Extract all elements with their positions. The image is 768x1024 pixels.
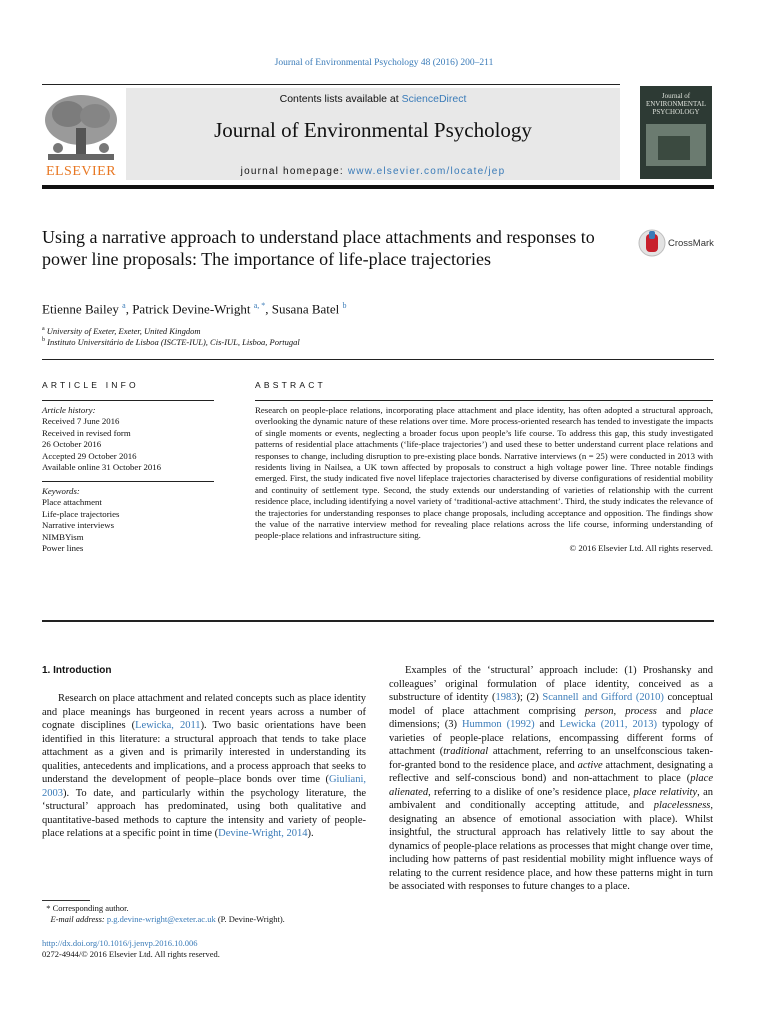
emphasis-text: placelessness bbox=[653, 800, 711, 811]
author-affil-marker[interactable]: a bbox=[122, 301, 126, 310]
paragraph-text: conceptual model of place attachment comprising bbox=[389, 692, 713, 717]
intro-paragraph-1 bbox=[42, 692, 366, 841]
header-rule bbox=[42, 185, 714, 189]
emphasis-text: active bbox=[577, 759, 603, 771]
cover-photo-detail bbox=[658, 136, 690, 160]
affiliation-a bbox=[42, 326, 200, 336]
doi-block bbox=[42, 938, 220, 959]
email-suffix: (P. Devine-Wright). bbox=[215, 913, 285, 924]
emphasis-text: person, process bbox=[584, 705, 657, 717]
affiliation-marker: b bbox=[42, 337, 45, 344]
article-history bbox=[42, 405, 214, 473]
paragraph-text: ). To date, and particularly within the psychology literature, the ‘structural’ approach has predominated, using both qualitative and quantitative-based methods to capture the intensity and variety of people-place relations at a specific point in time ( bbox=[42, 787, 366, 839]
top-rule bbox=[42, 84, 620, 85]
footnote-rule bbox=[42, 900, 90, 901]
emphasis-text: traditional bbox=[443, 746, 489, 757]
journal-title: Journal of Environmental Psychology bbox=[214, 118, 532, 142]
contents-line bbox=[126, 93, 620, 105]
email-link[interactable]: p.g.devine-wright@exeter.ac.uk bbox=[106, 913, 216, 924]
paragraph-text: Research on place attachment and related concepts such as place identity and place meanings has burgeoned in recent years across a number of cognate disciplines ( bbox=[42, 693, 366, 731]
paragraph-text: and bbox=[534, 719, 560, 730]
crossmark-icon bbox=[638, 229, 666, 257]
paragraph-text: typology of varieties of people-place relations, encompassing different forms of attachment ( bbox=[389, 719, 713, 757]
journal-homepage bbox=[126, 166, 620, 177]
author-name[interactable]: Susana Batel bbox=[271, 301, 340, 317]
corresponding-label: Corresponding author. bbox=[52, 903, 129, 913]
paragraph-text: , referring to a dislike of one’s residence place, bbox=[428, 786, 634, 798]
history-item: Available online 31 October 2016 bbox=[42, 462, 162, 473]
issn-line: 0272-4944/© 2016 Elsevier Ltd. All rights reserved. bbox=[42, 948, 220, 959]
paragraph-text: ). bbox=[307, 828, 314, 839]
author-affil-marker[interactable]: b bbox=[342, 301, 347, 310]
citation-link[interactable]: Lewicka, 2011 bbox=[135, 720, 201, 731]
keyword: NIMBYism bbox=[42, 531, 84, 542]
paragraph-text: and bbox=[656, 705, 691, 717]
emphasis-text: place relativity bbox=[633, 786, 698, 798]
citation-link[interactable]: 1983 bbox=[495, 692, 517, 703]
paragraph-text: attachment, referring to an unselfconscious taken-for-granted bond to the residence place, and bbox=[389, 746, 713, 771]
journal-cover-thumbnail bbox=[640, 86, 712, 179]
citation-link[interactable]: Lewicka (2011, 2013) bbox=[559, 719, 657, 730]
keywords-label: Keywords: bbox=[42, 486, 80, 496]
history-item: Accepted 29 October 2016 bbox=[42, 450, 137, 461]
keyword: Power lines bbox=[42, 543, 84, 554]
elsevier-wordmark: ELSEVIER bbox=[45, 164, 117, 179]
history-label: Article history: bbox=[42, 405, 96, 415]
affiliation-text: University of Exeter, Exeter, United Kingdom bbox=[46, 326, 201, 336]
article-info-heading: ARTICLE INFO bbox=[42, 380, 139, 390]
keyword: Place attachment bbox=[42, 497, 102, 508]
crossmark-label[interactable]: CrossMark bbox=[668, 238, 714, 249]
corresponding-author-footnote bbox=[42, 903, 372, 924]
doi-link[interactable]: http://dx.doi.org/10.1016/j.jenvp.2016.10.006 bbox=[42, 938, 198, 948]
citation-link[interactable]: Giuliani, 2003 bbox=[42, 774, 366, 799]
author-name[interactable]: Patrick Devine-Wright bbox=[132, 301, 251, 317]
paragraph-text: , designating an absence of emotional association with place). Whilst insightful, the structural approach has relatively little to say about the dynamics of people-place relations as processes that might change over time, including how patterns of past residential mobility might influence ways of relating to the current residence place, and how these patterns might in turn be associated with responses to future changes to a place. bbox=[389, 800, 713, 892]
crossmark-badge[interactable] bbox=[638, 229, 666, 262]
emphasis-text: place alienated bbox=[389, 773, 713, 798]
article-title: Using a narrative approach to understand place attachments and responses to power line proposals: The importance of life-place trajectories bbox=[42, 227, 595, 269]
homepage-prefix: journal homepage: bbox=[240, 166, 348, 177]
article-info-rule bbox=[42, 400, 214, 401]
abstract-text: Research on people-place relations, incorporating place attachment and place identity, has often adopted a structural approach, overlooking the dynamic nature of these relations over time. More process-oriented research has tended to investigate the impacts of single moments or events, neglecting a broader focus upon people’s life course. To address this gap, this study investigated patterns of residential place attachments (‘life-place trajectories’) and used these to better understand current place relations and responses to change, including disruption to pre-existing place bonds. Narrative interviews (n = 25) were conducted in 2013 with residents living in Nailsea, a UK town affected by proposals to construct a high voltage power line. Three notable findings emerged. First, the study indicated five novel lifeplace trajectories characterised by diverse configurations of residential mobility and continuity of settlement type. Second, the study extends our understanding of varieties of relationship with the current residence place, including identifying a novel variety of ‘traditional-active attachment’. Third, the study indicates the relevance of the trajectories for understanding responses to place change proposals, including acceptance and opposition. The findings show the value of the narrative interview method for revealing place relations across the life course, informing understanding of people-place relations and infrastructure siting. bbox=[255, 405, 713, 541]
history-item: Received in revised form bbox=[42, 427, 131, 438]
affiliation-b bbox=[42, 337, 300, 347]
citation-link[interactable]: Devine-Wright, 2014 bbox=[218, 828, 308, 839]
citation-link[interactable]: Scannell and Gifford (2010) bbox=[542, 692, 664, 703]
keywords-rule bbox=[42, 481, 214, 482]
footnote-star: * bbox=[46, 903, 51, 913]
front-matter-rule bbox=[42, 620, 714, 622]
affiliation-marker: a bbox=[42, 326, 45, 333]
abstract-copyright: © 2016 Elsevier Ltd. All rights reserved. bbox=[569, 542, 713, 553]
paragraph-text: Examples of the ‘structural’ approach include: (1) Proshansky and colleagues’ original formulation of place identity, conceived as a substructure of identity ( bbox=[389, 665, 713, 703]
affiliation-text: Instituto Universitário de Lisboa (ISCTE-IUL), Cis-IUL, Lisboa, Portugal bbox=[47, 337, 300, 347]
email-label: E-mail address: bbox=[50, 913, 107, 924]
intro-paragraph-2 bbox=[389, 664, 713, 894]
paragraph-text: ). Two basic orientations have been identified in this literature: a structural approach that tends to take place attachment as a given and is primarily interested in understanding its qualities, antecedents and implications, and a process approach that seeks to understand the development of people–place bonds over time ( bbox=[42, 720, 366, 785]
contents-prefix: Contents lists available at bbox=[279, 93, 402, 105]
abstract-rule bbox=[255, 400, 713, 401]
citation-link[interactable]: Hummon (1992) bbox=[461, 719, 535, 730]
paragraph-text: , an ambivalent and conditionally accepting attitude, and bbox=[389, 786, 713, 811]
author-list: Etienne Bailey $^a$, Patrick Devine-Wright $^{a, *}$, Susana Batel $^b$ bbox=[42, 301, 347, 317]
journal-citation[interactable]: Journal of Environmental Psychology 48 (2016) 200–211 bbox=[274, 58, 494, 68]
author-name[interactable]: Etienne Bailey bbox=[42, 301, 119, 317]
affiliation-rule bbox=[42, 359, 714, 360]
emphasis-text: place bbox=[690, 705, 713, 717]
abstract-heading: ABSTRACT bbox=[255, 380, 326, 390]
keywords-block bbox=[42, 486, 214, 554]
homepage-link[interactable]: www.elsevier.com/locate/jep bbox=[347, 166, 506, 177]
elsevier-tree-icon bbox=[40, 92, 122, 164]
history-item: 26 October 2016 bbox=[42, 439, 102, 450]
author-affil-marker[interactable]: a, * bbox=[253, 301, 266, 310]
section-heading-introduction: 1. Introduction bbox=[42, 665, 112, 676]
keyword: Narrative interviews bbox=[42, 520, 115, 531]
keyword: Life-place trajectories bbox=[42, 508, 120, 519]
paragraph-text: attachment, designating a reflective and self-conscious bond) and non-attachment to place ( bbox=[389, 759, 713, 784]
sciencedirect-link[interactable]: ScienceDirect bbox=[401, 93, 467, 105]
paragraph-text: ); (2) bbox=[516, 692, 543, 703]
paragraph-text: dimensions; (3) bbox=[389, 719, 462, 730]
cover-title: Journal of ENVIRONMENTAL PSYCHOLOGY bbox=[645, 92, 707, 116]
abstract-block bbox=[255, 405, 713, 554]
history-item: Received 7 June 2016 bbox=[42, 416, 120, 427]
